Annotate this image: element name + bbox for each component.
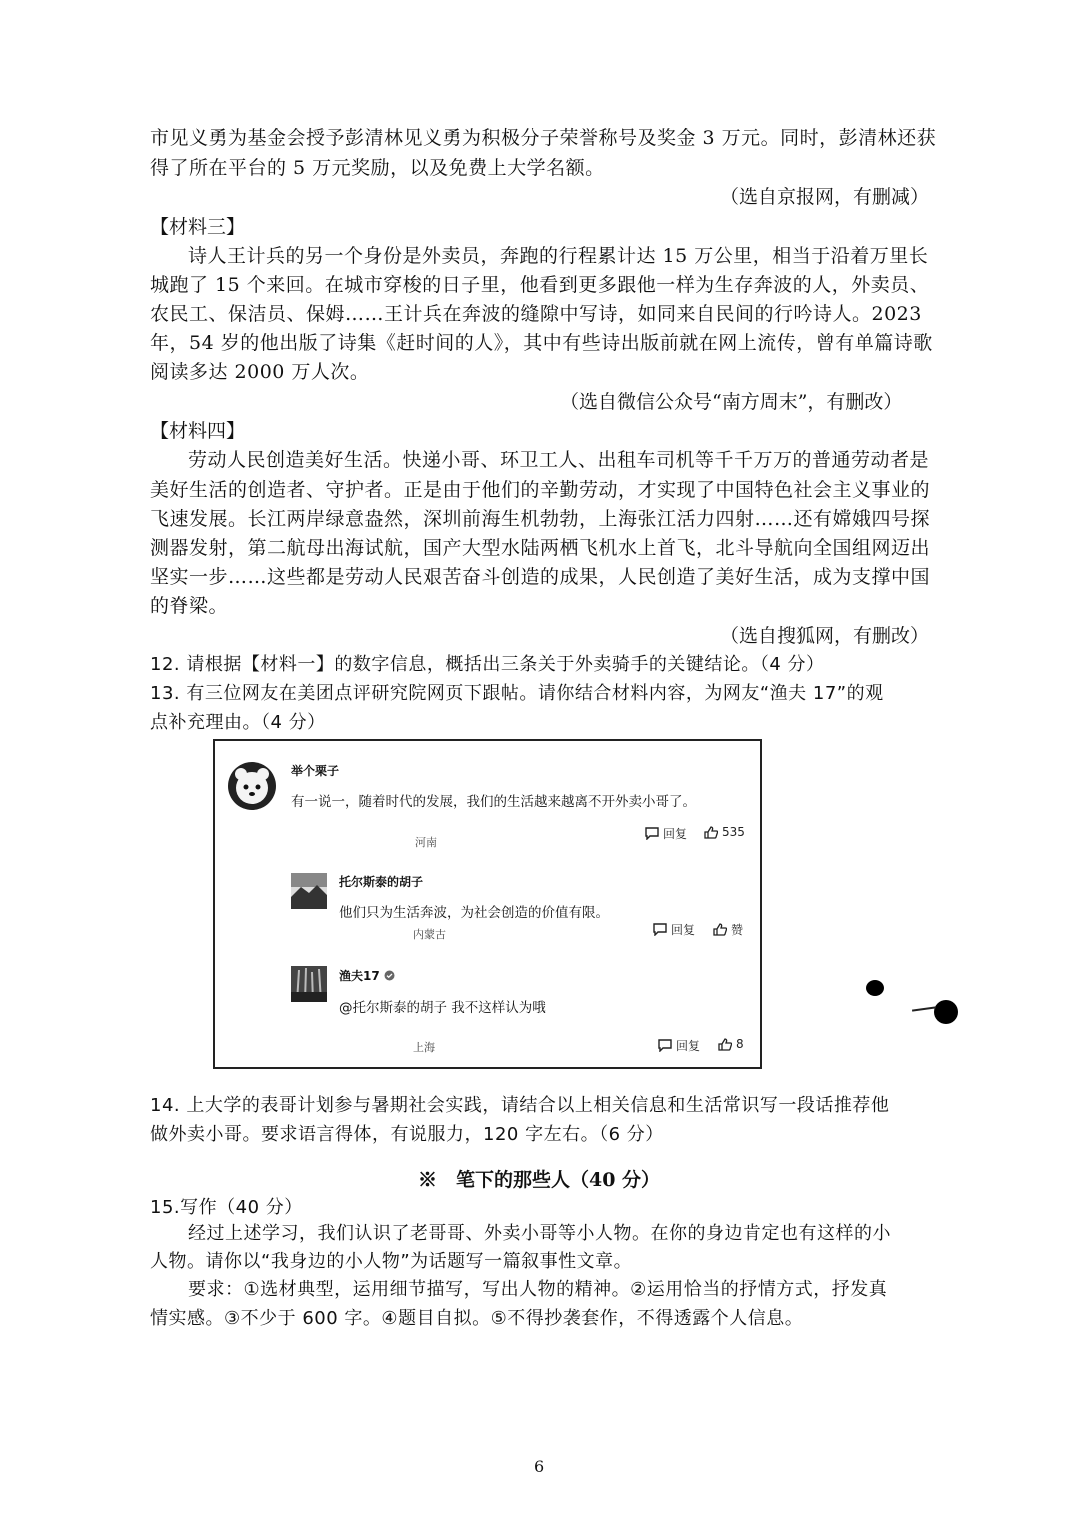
body-line: 经过上述学习，我们认识了老哥哥、外卖小哥等小人物。在你的身边肯定也有这样的小	[188, 1223, 891, 1244]
source-note: （选自微信公众号“南方周末”，有删改）	[560, 391, 903, 413]
avatar	[227, 761, 277, 815]
comment-location: 河南	[415, 836, 437, 849]
comment-username: 渔夫17	[339, 969, 380, 983]
verified-badge-icon	[384, 970, 395, 981]
question-13-cont: 点补充理由。（4 分）	[150, 712, 326, 733]
body-line: 城跑了 15 个来回。在城市穿梭的日子里，他看到更多跟他一样为生存奔波的人，外卖员、	[150, 274, 930, 296]
body-line: 劳动人民创造美好生活。快递小哥、环卫工人、出租车司机等千千万万的普通劳动者是	[188, 449, 930, 471]
avatar	[291, 873, 327, 913]
comment-icon	[645, 827, 659, 840]
comment-username-row[interactable]	[339, 967, 395, 984]
comment-username[interactable]: 举个栗子	[291, 764, 340, 778]
body-line: 农民工、保洁员、保姆……王计兵在奔波的缝隙中写诗，如同来自民间的行吟诗人。2023	[150, 303, 922, 325]
reply-button[interactable]	[653, 921, 695, 938]
body-line: 要求：①选材典型，运用细节描写，写出人物的精神。②运用恰当的抒情方式，抒发真	[188, 1279, 888, 1300]
reply-label: 回复	[671, 923, 696, 937]
thumbs-up-icon	[704, 826, 718, 839]
question-13: 13. 有三位网友在美团点评研究院网页下跟帖。请你结合材料内容，为网友“渔夫 17”的观	[150, 683, 884, 704]
thumbs-up-icon	[713, 923, 727, 936]
avatar	[291, 966, 327, 1006]
like-count: 535	[722, 825, 745, 839]
body-line: 诗人王计兵的另一个身份是外卖员，奔跑的行程累计达 15 万公里，相当于沿着万里长	[188, 245, 929, 267]
body-line: 的脊梁。	[150, 595, 229, 617]
comment-text: 他们只为生活奔波，为社会创造的价值有限。	[339, 905, 609, 921]
question-14: 14. 上大学的表哥计划参与暑期社会实践，请结合以上相关信息和生活常识写一段话推荐他	[150, 1095, 890, 1116]
like-button[interactable]	[718, 1037, 744, 1051]
body-line: 飞速发展。长江两岸绿意盎然，深圳前海生机勃勃，上海张江活力四射……还有嫦娥四号探	[150, 508, 931, 530]
question-15-title: 15.写作（40 分）	[150, 1197, 303, 1218]
question-14-cont: 做外卖小哥。要求语言得体，有说服力，120 字左右。（6 分）	[150, 1124, 664, 1145]
body-line: 阅读多达 2000 万人次。	[150, 361, 370, 383]
reply-button[interactable]	[645, 825, 687, 842]
comment-thread-screenshot	[213, 739, 762, 1069]
like-label: 赞	[731, 923, 744, 937]
body-line: 美好生活的创造者、守护者。正是由于他们的辛勤劳动，才实现了中国特色社会主义事业的	[150, 479, 931, 501]
body-line: 人物。请你以“我身边的小人物”为话题写一篇叙事性文章。	[150, 1251, 633, 1272]
comment-text: @托尔斯泰的胡子 我不这样认为哦	[339, 1000, 546, 1016]
body-line: 坚实一步……这些都是劳动人民艰苦奋斗创造的成果，人民创造了美好生活，成为支撑中国	[150, 566, 931, 588]
like-button[interactable]	[713, 921, 743, 938]
material-4-title: 【材料四】	[150, 420, 246, 442]
like-count: 8	[736, 1037, 744, 1051]
comment-location: 内蒙古	[413, 928, 446, 941]
body-line: 测器发射，第二航母出海试航，国产大型水陆两栖飞机水上首飞，北斗导航向全国组网迈出	[150, 537, 931, 559]
body-line: 得了所在平台的 5 万元奖励，以及免费上大学名额。	[150, 157, 605, 179]
ink-blot	[866, 980, 884, 996]
comment-text: 有一说一，随着时代的发展，我们的生活越来越离不开外卖小哥了。	[291, 794, 696, 810]
comment-icon	[653, 923, 667, 936]
source-note: （选自京报网，有删减）	[720, 186, 930, 208]
reply-label: 回复	[676, 1039, 701, 1053]
reply-label: 回复	[663, 827, 688, 841]
material-3-title: 【材料三】	[150, 216, 246, 238]
thumbs-up-icon	[718, 1038, 732, 1051]
body-line: 年，54 岁的他出版了诗集《赶时间的人》，其中有些诗出版前就在网上流传，曾有单篇诗歌	[150, 332, 933, 354]
page-number: 6	[534, 1457, 545, 1476]
question-12: 12. 请根据【材料一】的数字信息，概括出三条关于外卖骑手的关键结论。（4 分）	[150, 654, 825, 675]
comment-location: 上海	[413, 1041, 435, 1054]
like-button[interactable]	[704, 825, 745, 839]
body-line: 市见义勇为基金会授予彭清林见义勇为积极分子荣誉称号及奖金 3 万元。同时，彭清林还获	[150, 127, 937, 149]
comment-icon	[658, 1039, 672, 1052]
body-line: 情实感。③不少于 600 字。④题目自拟。⑤不得抄袭套作，不得透露个人信息。	[150, 1308, 804, 1329]
ink-stroke	[912, 1006, 936, 1011]
source-note: （选自搜狐网，有删改）	[720, 625, 930, 647]
reply-button[interactable]	[658, 1037, 700, 1054]
section-title: ※ 笔下的那些人（40 分）	[418, 1169, 661, 1191]
comment-username[interactable]: 托尔斯泰的胡子	[339, 875, 424, 889]
ink-blot	[934, 1000, 958, 1024]
